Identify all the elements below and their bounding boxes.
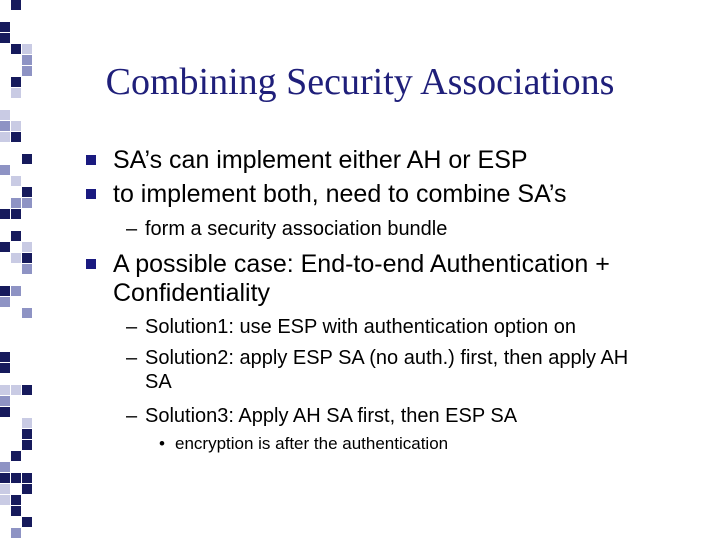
- dash-bullet-icon: –: [126, 405, 138, 427]
- dash-bullet-icon: –: [126, 218, 138, 240]
- dash-bullet-icon: –: [126, 316, 138, 338]
- decorative-square: [22, 473, 32, 483]
- decorative-square: [11, 44, 21, 54]
- dot-bullet-icon: •: [159, 434, 165, 453]
- decorative-square: [0, 363, 10, 373]
- sub-bullet-item: [126, 346, 636, 394]
- sub-bullet-item: [126, 404, 686, 428]
- decorative-square: [11, 451, 21, 461]
- decorative-square: [0, 495, 10, 505]
- bullet-item: [86, 180, 686, 209]
- decorative-square: [0, 132, 10, 142]
- decorative-square: [22, 385, 32, 395]
- decorative-square: [0, 473, 10, 483]
- decorative-square: [22, 44, 32, 54]
- decorative-square: [22, 187, 32, 197]
- decorative-square: [11, 132, 21, 142]
- decorative-square: [0, 297, 10, 307]
- slide-title: Combining Security Associations: [105, 61, 615, 103]
- decorative-square: [11, 528, 21, 538]
- sub-bullet-text: Solution1: use ESP with authentication option on: [145, 316, 577, 338]
- decorative-square: [22, 242, 32, 252]
- decorative-square: [0, 385, 10, 395]
- decorative-square: [22, 484, 32, 494]
- bullet-text: SA’s can implement either AH or ESP: [113, 146, 528, 174]
- decorative-square: [0, 33, 10, 43]
- sub-bullet-text: Solution2: apply ESP SA (no auth.) first, then apply AH SA: [145, 347, 629, 393]
- decorative-square: [22, 517, 32, 527]
- bullet-text: to implement both, need to combine SA’s: [113, 180, 567, 208]
- decorative-square: [22, 198, 32, 208]
- decorative-square: [11, 473, 21, 483]
- bullet-text: A possible case: End-to-end Authentication + Confidentiality: [113, 250, 610, 307]
- bullet-item: [86, 250, 686, 308]
- decorative-square: [11, 495, 21, 505]
- decorative-square: [0, 286, 10, 296]
- decorative-square: [11, 209, 21, 219]
- decorative-square: [11, 253, 21, 263]
- decorative-square: [11, 506, 21, 516]
- decorative-square: [11, 286, 21, 296]
- decorative-square: [22, 429, 32, 439]
- decorative-square: [0, 407, 10, 417]
- decorative-square: [22, 253, 32, 263]
- decorative-square: [0, 165, 10, 175]
- decorative-square: [11, 231, 21, 241]
- sub-bullet-item: [126, 217, 686, 241]
- decorative-square: [22, 154, 32, 164]
- sub-bullet-text: form a security association bundle: [145, 218, 448, 240]
- decorative-square: [0, 396, 10, 406]
- decorative-square: [0, 352, 10, 362]
- sub-bullet-text: Solution3: Apply AH SA first, then ESP SA: [145, 405, 518, 427]
- decorative-square: [11, 0, 21, 10]
- decorative-square: [22, 308, 32, 318]
- sub-bullet-item: [126, 315, 686, 339]
- decorative-square: [22, 440, 32, 450]
- decorative-square: [11, 385, 21, 395]
- square-bullet-icon: [86, 155, 96, 165]
- decorative-square: [0, 462, 10, 472]
- decorative-square: [11, 176, 21, 186]
- decorative-square: [0, 484, 10, 494]
- bullet-item: [86, 146, 686, 175]
- decorative-square: [0, 22, 10, 32]
- decorative-square: [0, 209, 10, 219]
- sub-sub-bullet-item: [159, 434, 679, 454]
- decorative-square: [0, 242, 10, 252]
- decorative-square: [22, 418, 32, 428]
- decorative-square: [11, 121, 21, 131]
- decorative-square: [22, 264, 32, 274]
- square-bullet-icon: [86, 189, 96, 199]
- decorative-square: [0, 110, 10, 120]
- decorative-square: [11, 198, 21, 208]
- sub-sub-bullet-text: encryption is after the authentication: [175, 434, 449, 453]
- square-bullet-icon: [86, 259, 96, 269]
- dash-bullet-icon: –: [126, 347, 138, 369]
- decorative-square: [0, 121, 10, 131]
